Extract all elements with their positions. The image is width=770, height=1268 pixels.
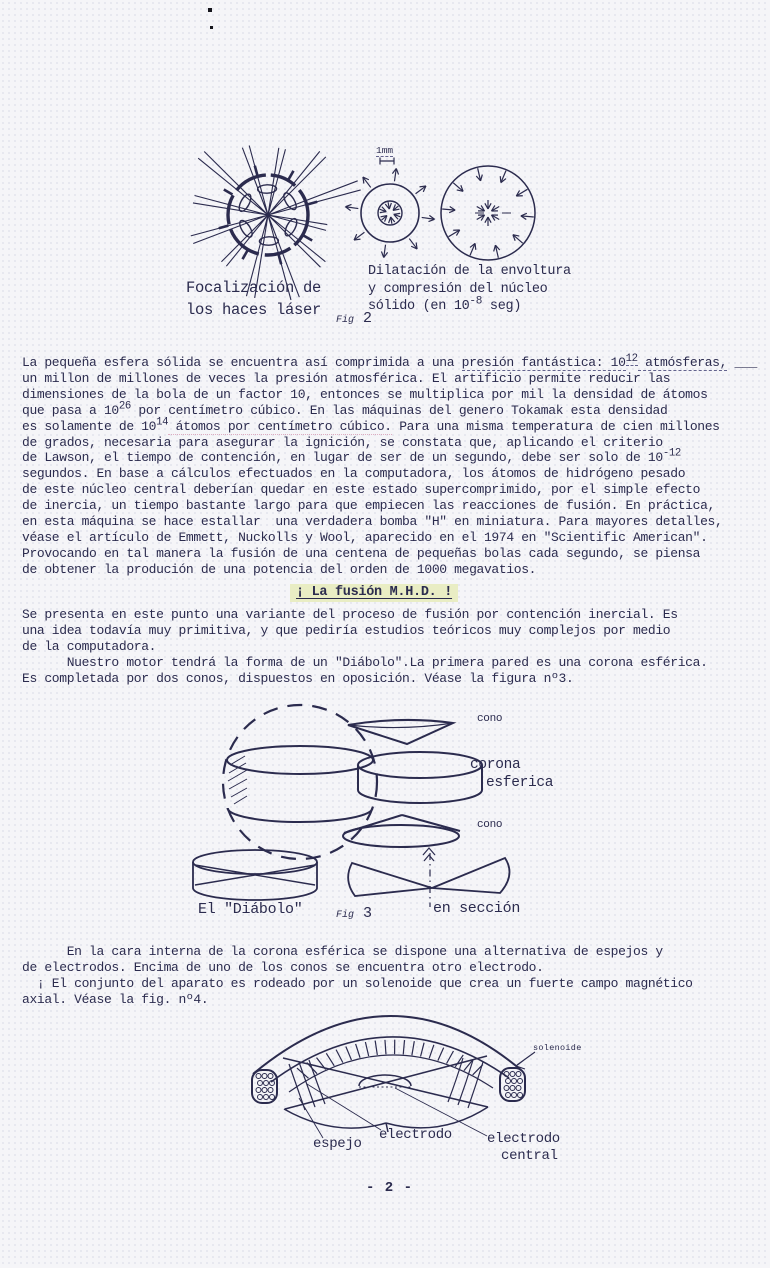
compression-sphere-circle	[441, 166, 535, 260]
pellet-envelope-circle	[361, 184, 419, 242]
text-line: Nuestro motor tendrá la forma de un "Diábolo".La primera pared es una corona esférica.	[22, 654, 708, 670]
text-line: de este núcleo central deberían quedar en este estado supercomprimido, por el simple efecto	[22, 482, 701, 498]
figure3-label-word: Fig	[336, 910, 355, 921]
scale-bracket	[380, 158, 394, 165]
text-line: Dilatación de la envoltura	[368, 264, 571, 279]
central-electrode-dome	[359, 1075, 411, 1086]
scan-dot	[208, 8, 212, 12]
figure3-label-sp	[354, 905, 363, 922]
solenoid-coil-left	[252, 1070, 277, 1103]
figure3-label-cono-top: cono	[477, 713, 503, 725]
mirror-electrode-cones	[283, 1056, 488, 1132]
figure3-label-section: en sección	[433, 900, 521, 917]
text-line: de inercia, un tiempo bastante largo para que empiecen las reacciones de fusión. En práctica,	[22, 498, 715, 514]
text-line: los haces láser	[186, 300, 322, 319]
figure4-drawing	[225, 1012, 645, 1177]
text-line: En la cara interna de la corona esférica se dispone una alternativa de espejos y	[22, 944, 663, 959]
text-line: Se presenta en este punto una variante del proceso de fusión por contención inercial. Es	[22, 607, 678, 622]
dome-solenoid-drawing	[252, 1016, 525, 1103]
text-line: es solamente de $10^{14}$ átomos por centímetro cúbico. Para una misma temperatura de cien millones	[22, 416, 720, 434]
text-line: ¡ El conjunto del aparato es rodeado por un solenoide que crea un fuerte campo magnético	[22, 975, 693, 991]
laser-target-circle	[228, 175, 308, 255]
solenoide-arrow	[516, 1052, 535, 1069]
text-line: de la computadora.	[22, 638, 157, 654]
text-line: véase el artículo de Emmett, Nuckolls y Wool, aparecido en el 1974 en "Scientific American".	[22, 529, 708, 545]
text-line: un millon de millones de veces la presión atmosférica. El artificio permite reducir las	[22, 370, 671, 386]
text-line: dimensiones de la bola de un factor 10, entonces se multiplica por mil la densidad de átomos	[22, 386, 708, 402]
figure4-generated-strokes	[256, 1040, 523, 1100]
text-line: Focalización de	[186, 279, 322, 297]
text-line: que pasa a $10^{26}$ por centímetro cúbico. En las máquinas del genero Tokamak esta densidad	[22, 400, 668, 418]
figure4-label-electrodo: electrodo	[379, 1127, 452, 1143]
scan-dot	[210, 26, 213, 29]
figure2-caption-left	[186, 278, 321, 321]
figure4-label-electrodo-central-2: central	[501, 1148, 558, 1164]
figure3-label	[336, 904, 372, 922]
figure4-label-electrodo-central-1: electrodo	[487, 1131, 560, 1147]
solenoid-coil-right	[500, 1068, 525, 1101]
figure4-label-espejo: espejo	[313, 1136, 362, 1152]
figure3-label-corona-2: esferica	[486, 775, 554, 791]
cone-top-shape	[348, 720, 453, 744]
scale-label: 1mm	[376, 145, 394, 156]
figure3-drawing	[150, 703, 620, 918]
page-number: - 2 -	[366, 1180, 414, 1196]
figure4-label-solenoide: solenoide	[533, 1043, 582, 1053]
text-line: y compresión del núcleo	[368, 281, 548, 297]
figure2-label-number	[354, 310, 363, 327]
figure2-label	[336, 309, 372, 327]
figure4-leader-lines	[299, 1052, 535, 1138]
figure2-label-word: Fig	[336, 315, 355, 326]
text-line: en esta máquina se hace estallar una verdadera bomba "H" en miniatura. Para mayores detalles,	[22, 514, 723, 530]
text-line: axial. Véase la fig. nº4.	[22, 991, 209, 1007]
figure3-label-cono-bottom: cono	[477, 819, 503, 831]
text-line: una idea todavía muy primitiva, y que pediría estudios teóricos muy complejos por medio	[22, 622, 671, 638]
corona-band-shape	[358, 752, 482, 803]
text-line: Provocando en tal manera la fusión de una centena de pequeñas bolas cada segundo, se piensa	[22, 545, 701, 561]
text-line: sólido (en $10^{-8}$ seg)	[368, 295, 522, 314]
text-line: de obtener la produción de una potencia del orden de 1000 megavatios.	[22, 561, 537, 577]
paragraph-compression	[22, 352, 757, 578]
sphere-dashed-circle	[223, 705, 377, 859]
pellet-core-circle	[378, 201, 402, 225]
figure2-label-num: 2	[363, 310, 373, 327]
section-heading: ¡ La fusión M.H.D. !	[290, 584, 458, 602]
cone-bottom-shape	[343, 815, 460, 847]
text-line: segundos. En base a cálculos efectuados en la computadora, los átomos de hidrógeno pesado	[22, 466, 686, 482]
figure3-label-num: 3	[363, 905, 373, 922]
figure3-label-diabolo: El "Diábolo"	[198, 901, 303, 918]
text-line: de Lawson, el tiempo de contención, en lugar de ser de un segundo, debe ser solo de $10^{-12}$	[22, 448, 681, 466]
paragraph-mhd-variant	[22, 607, 708, 687]
figure2-caption-right	[368, 263, 571, 316]
text-line: La pequeña esfera sólida se encuentra así comprimida a una presión fantástica: $10^{12}$ atmósferas, ___	[22, 352, 757, 370]
diabolo-cylinder-shape	[193, 850, 317, 900]
text-line: Es completada por dos conos, dispuestos en oposición. Véase la figura nº3.	[22, 670, 574, 686]
figure3-label-corona-1: corona	[470, 757, 521, 773]
text-line: de electrodos. Encima de uno de los conos se encuentra otro electrodo.	[22, 959, 544, 975]
paragraph-espejos-electrodos	[22, 944, 693, 1008]
text-line: de grados, necesaria para asegurar la ignición, se constata que, aplicando el criterio	[22, 434, 663, 450]
